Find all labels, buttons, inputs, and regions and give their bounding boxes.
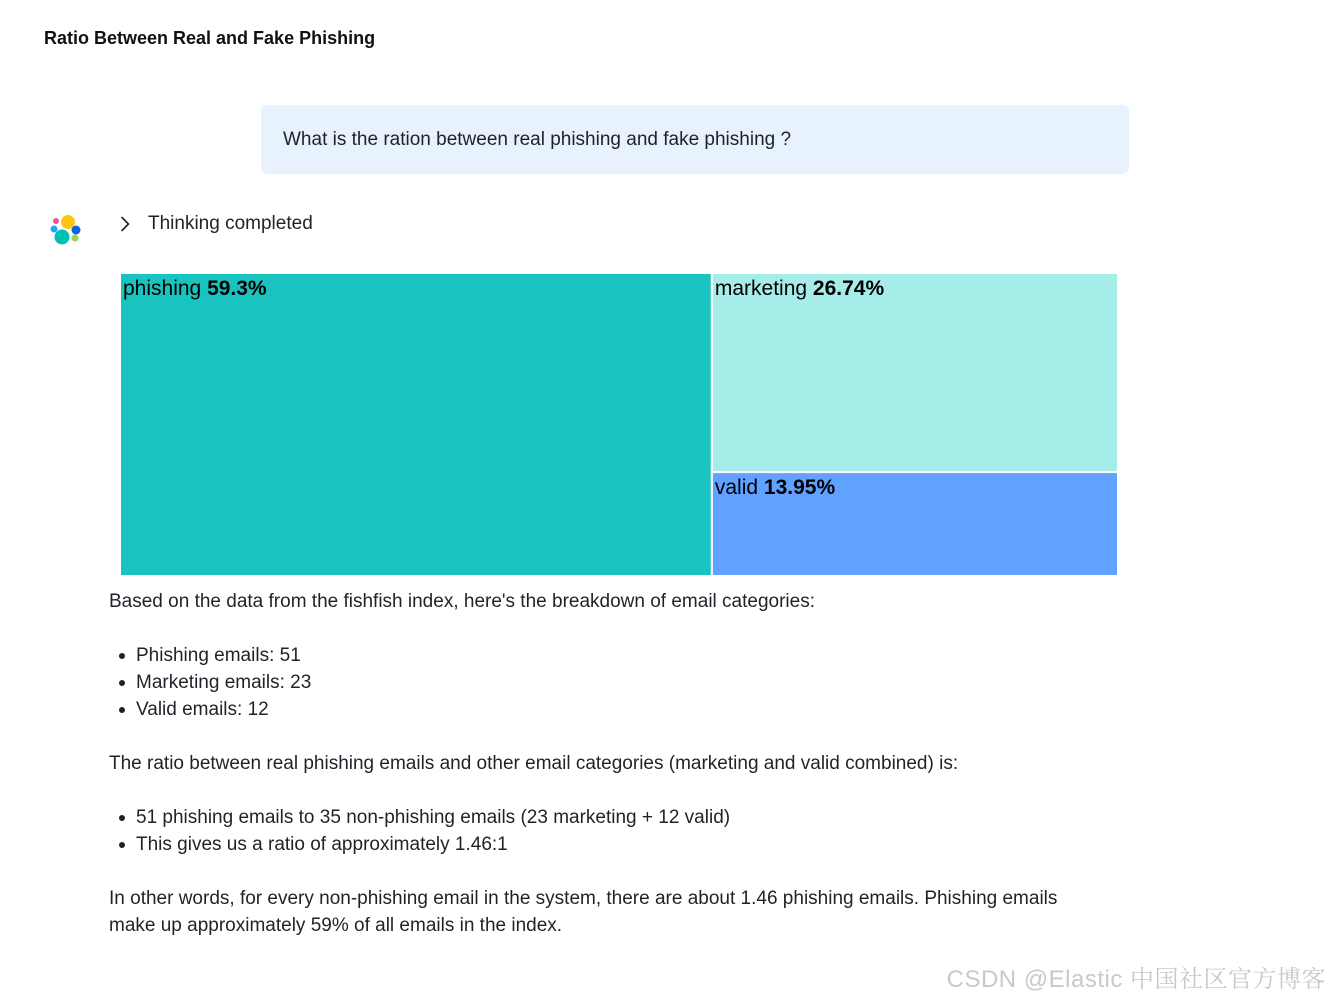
ratio-list [109,804,1139,858]
treemap-value-label: 59.3% [207,277,267,300]
treemap-value-label: 26.74% [812,277,885,300]
list-item: Phishing emails: 51 [109,642,1139,669]
elastic-logo-icon [48,212,84,248]
counts-list [109,642,1139,723]
treemap-label-valid [715,476,836,499]
conclusion-line-1: In other words, for every non-phishing email in the system, there are about 1.46 phishing emails. Phishing emails [109,888,1058,909]
list-item: This gives us a ratio of approximately 1.46:1 [109,831,1139,858]
user-message-text: What is the ration between real phishing and fake phishing ? [283,128,792,150]
answer-conclusion [109,885,1139,939]
treemap-label-marketing [715,277,885,300]
conclusion-line-2: make up approximately 59% of all emails in the index. [109,915,563,936]
answer-intro: Based on the data from the fishfish index, here's the breakdown of email categories: [109,591,815,612]
thinking-label: Thinking completed [148,213,313,234]
treemap-cell-marketing[interactable] [712,273,1118,472]
treemap-label-phishing [123,277,267,300]
treemap-category-label: phishing [123,277,208,300]
thinking-toggle[interactable] [116,210,313,238]
ratio-intro: The ratio between real phishing emails and other email categories (marketing and valid combined) is: [109,753,959,774]
list-item: Valid emails: 12 [109,696,1139,723]
treemap-cell-valid[interactable] [712,472,1118,576]
treemap-rect-marketing [712,273,1118,472]
assistant-answer [109,588,1139,939]
watermark: CSDN @Elastic 中国社区官方博客 [946,966,1326,993]
page-title: Ratio Between Real and Fake Phishing [44,28,376,48]
treemap-chart [120,273,1118,576]
treemap-rect-phishing [120,273,712,576]
chevron-right-icon [116,215,134,233]
treemap-cell-phishing[interactable] [120,273,712,576]
user-message-bubble [261,105,1129,174]
list-item: 51 phishing emails to 35 non-phishing emails (23 marketing + 12 valid) [109,804,1139,831]
treemap-value-label: 13.95% [763,476,836,500]
treemap-category-label: marketing [714,277,813,300]
list-item: Marketing emails: 23 [109,669,1139,696]
treemap-category-label: valid [714,476,764,500]
